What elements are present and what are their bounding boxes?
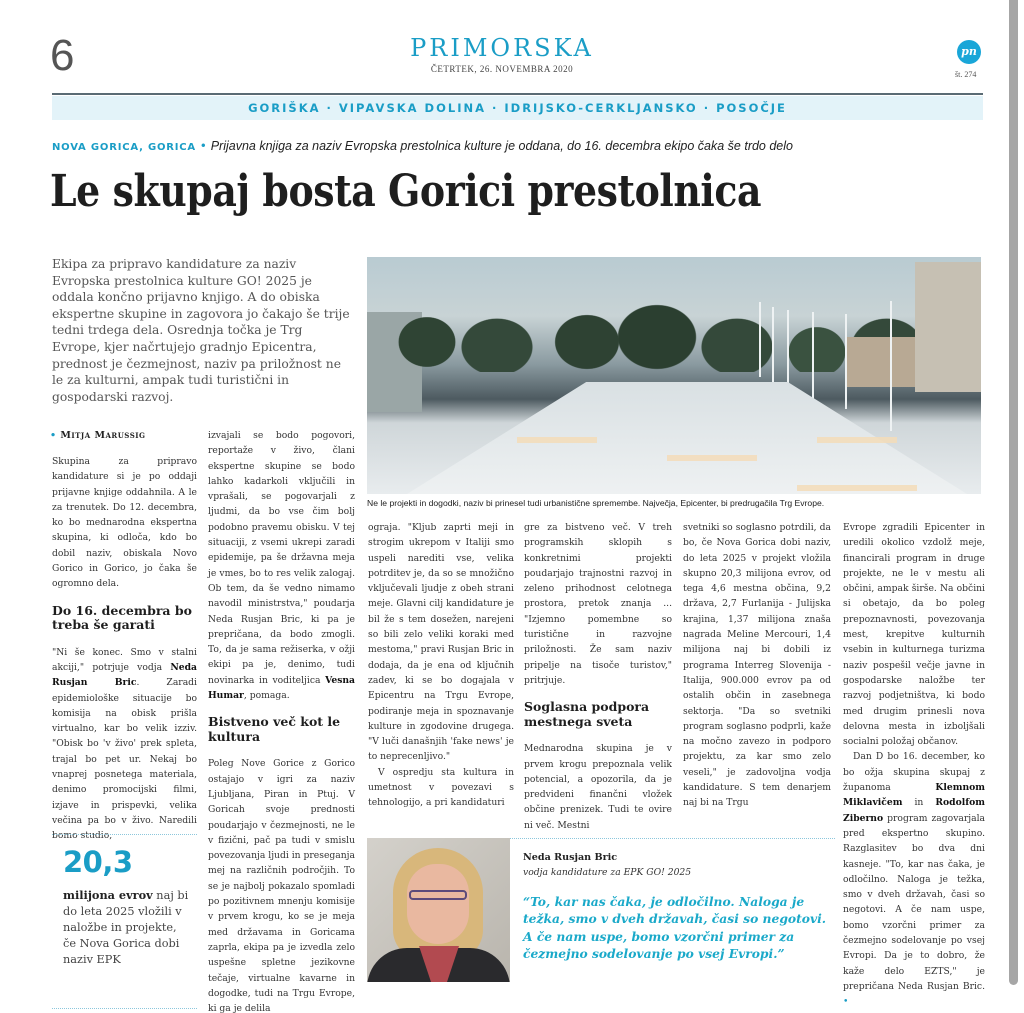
subheadline: Prijavna knjiga za naziv Evropska prestolnica kulture je oddana, do 16. decembra ekipo čaka še trdo delo — [210, 139, 793, 153]
photo-light-pole — [845, 314, 847, 409]
article-column-2 — [208, 428, 355, 1013]
quote-person-role: vodja kandidature za EPK GO! 2025 — [523, 867, 692, 878]
paragraph: izvajali se bodo pogovori, reportaže v živo, člani ekspertne skupine se bodo lahko kadarkoli vključili in vprašali, se pogovarjali z ljudmi, da bo vse čim bolj podobno pravemu obisku. V tej situaciji, z vsemi ukrepi zaradi epidemije, pa še državna meja je vmes, bo to res velik zalogaj. Ob tem, da še vedno nimamo navodil ministrstva," poudarja Neda Rusjan Bric, ki pa je prepričana, da bodo zmogli. To, da je sama režiserka, v ožji ekipi pa je, denimo, tudi novinarka in voditeljica Vesna Humar, pomaga. — [208, 430, 355, 702]
article-column-4 — [524, 520, 672, 833]
scrollbar-thumb[interactable] — [1009, 0, 1018, 985]
photo-light-pole — [772, 307, 774, 382]
photo-caption: Ne le projekti in dogodki, naziv bi prinesel tudi urbanistične spremembe. Največja, Epicenter, bi predrugačila Trg Evrope. — [367, 498, 825, 508]
end-mark-icon: • — [843, 996, 849, 1008]
person-name: Vesna Humar — [208, 674, 355, 702]
page-number: 6 — [50, 31, 75, 80]
vertical-scrollbar[interactable] — [1004, 0, 1024, 1013]
glasses-icon — [409, 890, 467, 900]
paragraph: Evrope zgradili Epicenter in uredili okolico vzdolž meje, financirali program in druge projekte, ne le v mestu ali občini, ampak širše. Na občini si obetajo, da bo poleg prepoznavnosti, povezovanja mest, krepitve kulturnih vsebin in kulturnega turizma naziv pospešil večje javne in gospodarske naložbe ter razvoj podjetništva, ki bodo med drugim prinesli nova delovna mesta in izboljšali socialni položaj občanov. — [843, 522, 985, 748]
article-column-6 — [843, 520, 985, 1010]
pn-logo-icon: pn — [957, 40, 981, 64]
paragraph: ograja. "Kljub zaprti meji in strogim ukrepom v Italiji smo uspeli narediti vse, velika potrditev je, da so se množično vključevali ljudje z obeh strani meje. Glavni cilj kandidature je bil že s tem dosežen, narejeni so bili zelo veliki koraki med mestoma," pravi Rusjan Bric in dodaja, da je ena od ključnih zadev, ki se bo dogajala v Epicentru na Trgu Evrope, podiranje meja in spoznavanje kulture in zgodovine drugega. "V luči današnjih 'fake news' je to neprecenljivo." — [368, 522, 514, 763]
fact-number: 20,3 — [63, 845, 133, 879]
header-rule — [52, 93, 983, 95]
photo-light-strip — [817, 437, 897, 443]
epicenter-rendering-photo — [367, 257, 981, 494]
photo-building-mid — [845, 337, 915, 387]
photo-light-strip — [517, 437, 597, 443]
pull-quote: “To, kar nas čaka, je odločilno. Naloga je težka, smo v dveh državah, časi so negotovi. A če nam uspe, bomo vzorčni primer za čezmejno sodelovanje po vsej Evropi.” — [523, 894, 827, 961]
article-column-1 — [52, 454, 197, 844]
paragraph: V ospredju sta kultura in umetnost v povezavi s tehnologijo, a pri kandidaturi — [368, 766, 514, 809]
paragraph: svetniki so soglasno potrdili, da bo, če Nova Gorica dobi naziv, do leta 2025 v projekt vložila skupno 20,3 milijona evrov, od tega 4,6 mestna občina, 9,2 država, 2,7 Furlanija - Julijska krajina, 1,37 milijona znaša nagrada Meline Mercouri, 1,4 milijona naj bi dobili iz programa Interreg Slovenija - Italija, 900.000 evrov pa od ostalih občin in zasebnega sektorja. "Da so svetniki program soglasno podprli, kaže na močno zavezo in podporo projektu, za kar smo zelo veseli," je zadovoljna vodja kandidature. S tem denarjem naj bi na Trgu — [683, 522, 831, 809]
masthead — [0, 34, 1004, 74]
person-name: Neda Rusjan Bric — [52, 661, 197, 689]
fact-text: milijona evrov naj bi do leta 2025 vložili v naložbe in projekte, če Nova Gorica dobi naziv EPK — [63, 888, 189, 966]
paragraph: Dan D bo 16. december, ko bo ožja skupina skupaj z županoma Klemnom Miklavičem in Rodolfom Ziberno program zagovarjala pred ekspertno skupino. Razglasitev bo dva dni kasneje. "To, kar nas čaka, je odločilno. Naloga je težka, smo v dveh državah, časi so negotovi. A če nam uspe, bomo vzorčni primer za čezmejno sodelovanje po vsej Evropi. Da je to dobro, že kaže delo EZTS," je prepričana Neda Rusjan Bric. • — [843, 751, 985, 1008]
paragraph: gre za bistveno več. V treh programskih sklopih s konkretnimi projekti poudarjajo trajnostni razvoj in zeleno prihodnost celotnega prostora, pretok znanja ... "Izjemno pomembne so turistične in razvojne priložnosti. Že sam naziv pripelje na tisoče turistov," pritrjuje. — [524, 522, 672, 686]
subheading: Soglasna podpora mestnega sveta — [524, 699, 650, 729]
photo-light-pole — [787, 310, 789, 390]
paragraph: Skupina za pripravo kandidature si je po oddaji prijavne knjige oddahnila. A le za trenutek. Do 12. decembra, ko bo mednarodna ekspertna skupina, ki odloča, kdo bo dobil naziv, obiskala Novo Gorico in Gorico, jo čaka še ogromno dela. — [52, 456, 197, 590]
person-name: Rodolfom Ziberno — [843, 797, 985, 824]
photo-light-strip — [667, 455, 757, 461]
bullet-icon: • — [50, 430, 61, 441]
lead-paragraph: Ekipa za pripravo kandidature za naziv Evropska prestolnica kulture GO! 2025 je oddala končno prijavno knjigo. A do obiska ekspertne skupine in zagovora jo čakajo še trije tedni trdega dela. Osrednja točka je Trg Evrope, kjer načrtujejo gradnjo Epicentra, prednost je čezmejnost, naziv pa priložnost ne le za kulturni, ampak tudi turistični in gospodarski razvoj. — [52, 257, 350, 404]
paragraph: Mednarodna skupina je v prvem krogu prepoznala velik potencial, a opozorila, da je predvideni finančni vložek občine prenizek. Tudi te ovire ni več. Mestni — [524, 743, 672, 831]
kicker — [52, 139, 793, 153]
dotted-divider — [52, 834, 197, 835]
paper-name: PRIMORSKA — [410, 34, 594, 62]
quote-box — [367, 838, 837, 986]
author-name: Mitja Marussig — [60, 430, 146, 441]
quote-person-name: Neda Rusjan Bric — [523, 852, 618, 863]
issue-date: ČETRTEK, 26. NOVEMBRA 2020 — [430, 64, 574, 74]
dateline-location: NOVA GORICA, GORICA — [52, 142, 196, 153]
article-column-5 — [683, 520, 831, 811]
fact-box — [63, 845, 193, 968]
portrait-face — [407, 864, 469, 944]
region-bar: GORIŠKA · VIPAVSKA DOLINA · IDRIJSKO-CERKLJANSKO · POSOČJE — [52, 96, 983, 120]
byline — [50, 430, 146, 441]
photo-light-pole — [890, 301, 892, 431]
article-column-3 — [368, 520, 514, 811]
paragraph: Poleg Nove Gorice z Gorico ostajajo v igri za naziv Ljubljana, Piran in Ptuj. V Goricah svoje prednosti poudarjajo v čezmejnosti, ne le v fizični, pač pa tudi v smislu povezovanja ljudi in preseganja mej na različnih področjih. To se je najbolj pokazalo spomladi po pozitivnem mnenju komisije v prvem krogu, ko se je meja med državama in Goricama zaprla, ekipa pa je izvedla zelo uspešne spletne jezikovne tečaje, virtualne kavarne in dogodke, tudi na Trgu Evrope, ki ga je delila — [208, 758, 355, 1013]
subheading: Bistveno več kot le kultura — [208, 714, 341, 744]
subheading: Do 16. decembra bo treba še garati — [52, 602, 192, 633]
paragraph: "Ni še konec. Smo v stalni akciji," potrjuje vodja Neda Rusjan Bric. Zaradi epidemiološke situacije bo komisija na obisk prišla virtualno, kar bo velik izziv. "Obisk bo 'v živo' prek spleta, trajal bo pet ur. Nekaj bo vnaprej posnetega materiala, denimo promocijski filmi, izjave in prispevki, velika večina pa bo v živo. Naredili bomo studio, — [52, 646, 197, 842]
photo-light-pole — [759, 302, 761, 377]
photo-building-right — [915, 262, 981, 392]
portrait-photo — [367, 838, 510, 982]
photo-light-pole — [812, 312, 814, 402]
bullet-icon: • — [199, 139, 211, 153]
issue-number: št. 274 — [955, 70, 977, 79]
dotted-divider — [52, 1008, 197, 1009]
headline: Le skupaj bosta Gorici prestolnica — [50, 166, 762, 217]
photo-light-strip — [797, 485, 917, 491]
person-name: Klemnom Miklavičem — [843, 782, 985, 809]
